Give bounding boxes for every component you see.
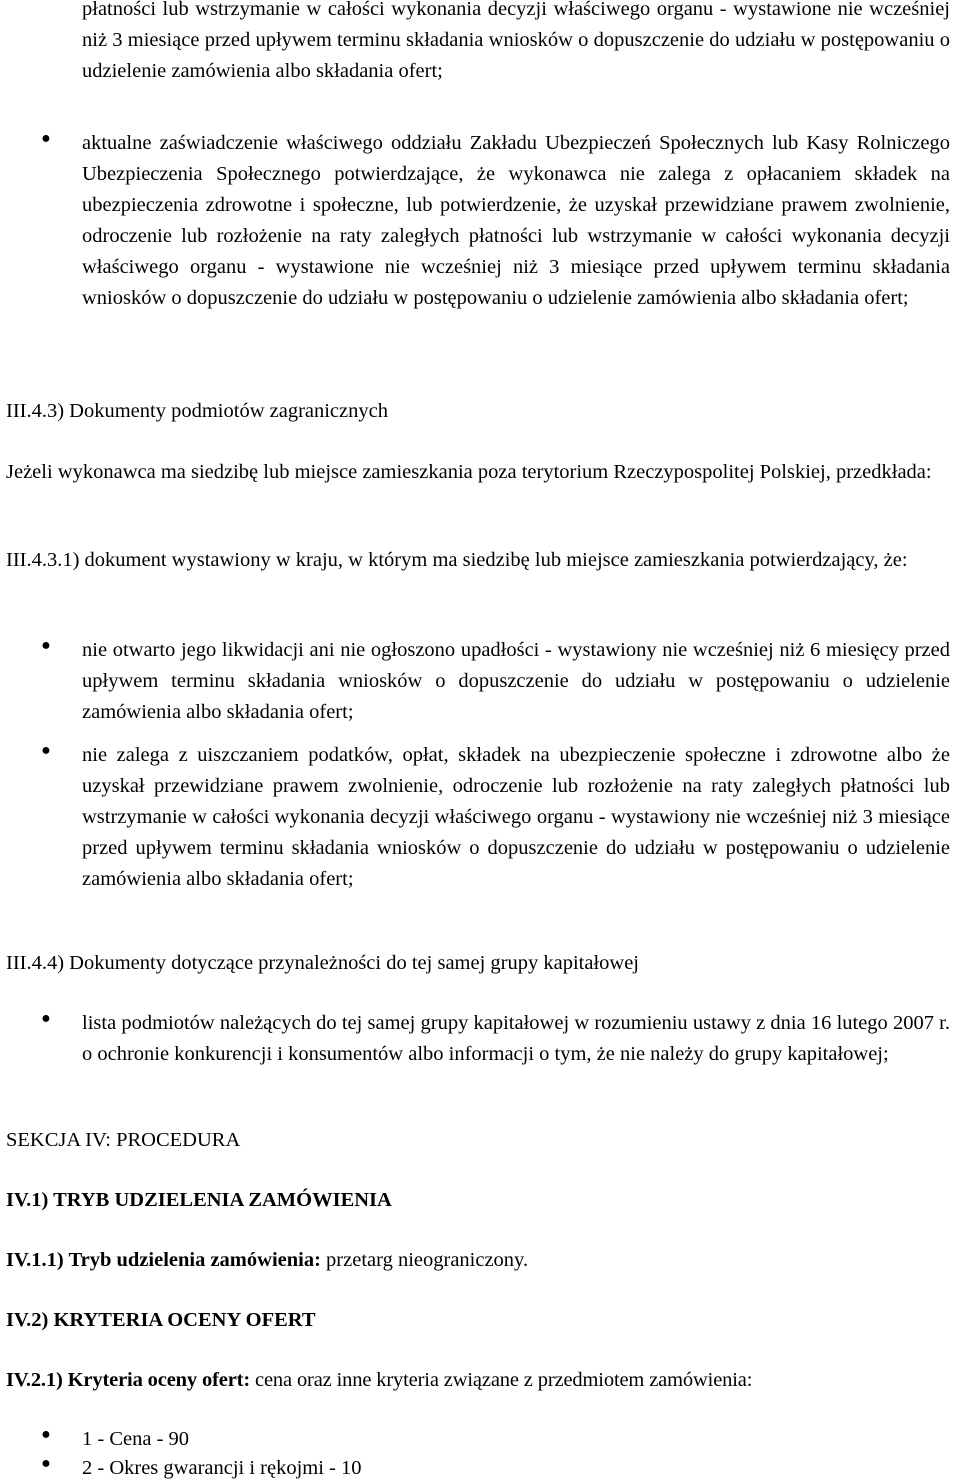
item-iii-4-3-1: III.4.3.1) dokument wystawiony w kraju, w którym ma siedzibę lub miejsce zamieszkania potwierdzający, że: <box>6 549 908 571</box>
iv-2-1-value: cena oraz inne kryteria związane z przedmiotem zamówienia: <box>250 1369 753 1391</box>
iv-1-1-line <box>6 1245 950 1276</box>
section-iv-title: SEKCJA IV: PROCEDURA <box>6 1129 241 1151</box>
bullet-dot-icon: ● <box>41 1010 51 1027</box>
bullet-capital-group-list: lista podmiotów należących do tej samej grupy kapitałowej w rozumieniu ustawy z dnia 16 lutego 2007 r. o ochronie konkurencji i konsumentów albo informacji o tym, że nie należy do grupy kapitałowej; <box>82 1012 950 1065</box>
iv-2-1-label: IV.2.1) Kryteria oceny ofert: <box>6 1369 251 1391</box>
iv-2-1-line <box>6 1365 752 1396</box>
bullet-dot-icon: ● <box>41 130 51 147</box>
bullet-dot-icon: ● <box>41 1455 51 1472</box>
iv-1-1-label: IV.1.1) Tryb udzielenia zamówienia: <box>6 1249 321 1271</box>
bullet-no-tax-arrears: nie zalega z uiszczaniem podatków, opłat, składek na ubezpieczenie społeczne i zdrowotne albo że uzyskał przewidziane prawem zwolnienie, odroczenie lub rozłożenie na raty zaległych płatności lub wstrzymanie w całości wykonania decyzji właściwego organu - wystawiony nie wcześniej niż 3 miesiące przed upływem terminu składania wniosków o dopuszczenie do udziału w postępowaniu o udzielenie zamówienia albo składania ofert; <box>82 744 950 890</box>
heading-iv-1: IV.1) TRYB UDZIELENIA ZAMÓWIENIA <box>6 1189 392 1211</box>
heading-iii-4-3: III.4.3) Dokumenty podmiotów zagranicznych <box>6 400 388 422</box>
bullet-zus-certificate: aktualne zaświadczenie właściwego oddziału Zakładu Ubezpieczeń Społecznych lub Kasy Rolniczego Ubezpieczenia Społecznego potwierdzające, że wykonawca nie zalega z opłacaniem składek na ubezpieczenia zdrowotne i społeczne, lub potwierdzenie, że uzyskał przewidziane prawem zwolnienie, odroczenie lub rozłożenie na raty zaległych płatności lub wstrzymanie w całości wykonania decyzji właściwego organu - wystawione nie wcześniej niż 3 miesiące przed upływem terminu składania wniosków o dopuszczenie do udziału w postępowaniu o udzielenie zamówienia albo składania ofert; <box>82 132 950 309</box>
bullet-dot-icon: ● <box>41 742 51 759</box>
heading-iii-4-4: III.4.4) Dokumenty dotyczące przynależności do tej samej grupy kapitałowej <box>6 952 639 974</box>
bullet-dot-icon: ● <box>41 1426 51 1443</box>
foreign-intro-paragraph: Jeżeli wykonawca ma siedzibę lub miejsce zamieszkania poza terytorium Rzeczypospolitej Polskiej, przedkłada: <box>6 461 932 483</box>
bullet-no-liquidation: nie otwarto jego likwidacji ani nie ogłoszono upadłości - wystawiony nie wcześniej niż 6 miesięcy przed upływem terminu składania wniosków o dopuszczenie do udziału w postępowaniu o udzielenie zamówienia albo składania ofert; <box>82 639 950 723</box>
heading-iv-2: IV.2) KRYTERIA OCENY OFERT <box>6 1309 316 1331</box>
continued-paragraph: płatności lub wstrzymanie w całości wykonania decyzji właściwego organu - wystawione nie wcześniej niż 3 miesiące przed upływem terminu składania wniosków o dopuszczenie do udziału w postępowaniu o udzielenie zamówienia albo składania ofert; <box>82 0 950 82</box>
bullet-dot-icon: ● <box>41 637 51 654</box>
iv-1-1-value: przetarg nieograniczony. <box>320 1249 529 1271</box>
criterion-warranty: 2 - Okres gwarancji i rękojmi - 10 <box>82 1457 362 1479</box>
criterion-price: 1 - Cena - 90 <box>82 1428 190 1450</box>
